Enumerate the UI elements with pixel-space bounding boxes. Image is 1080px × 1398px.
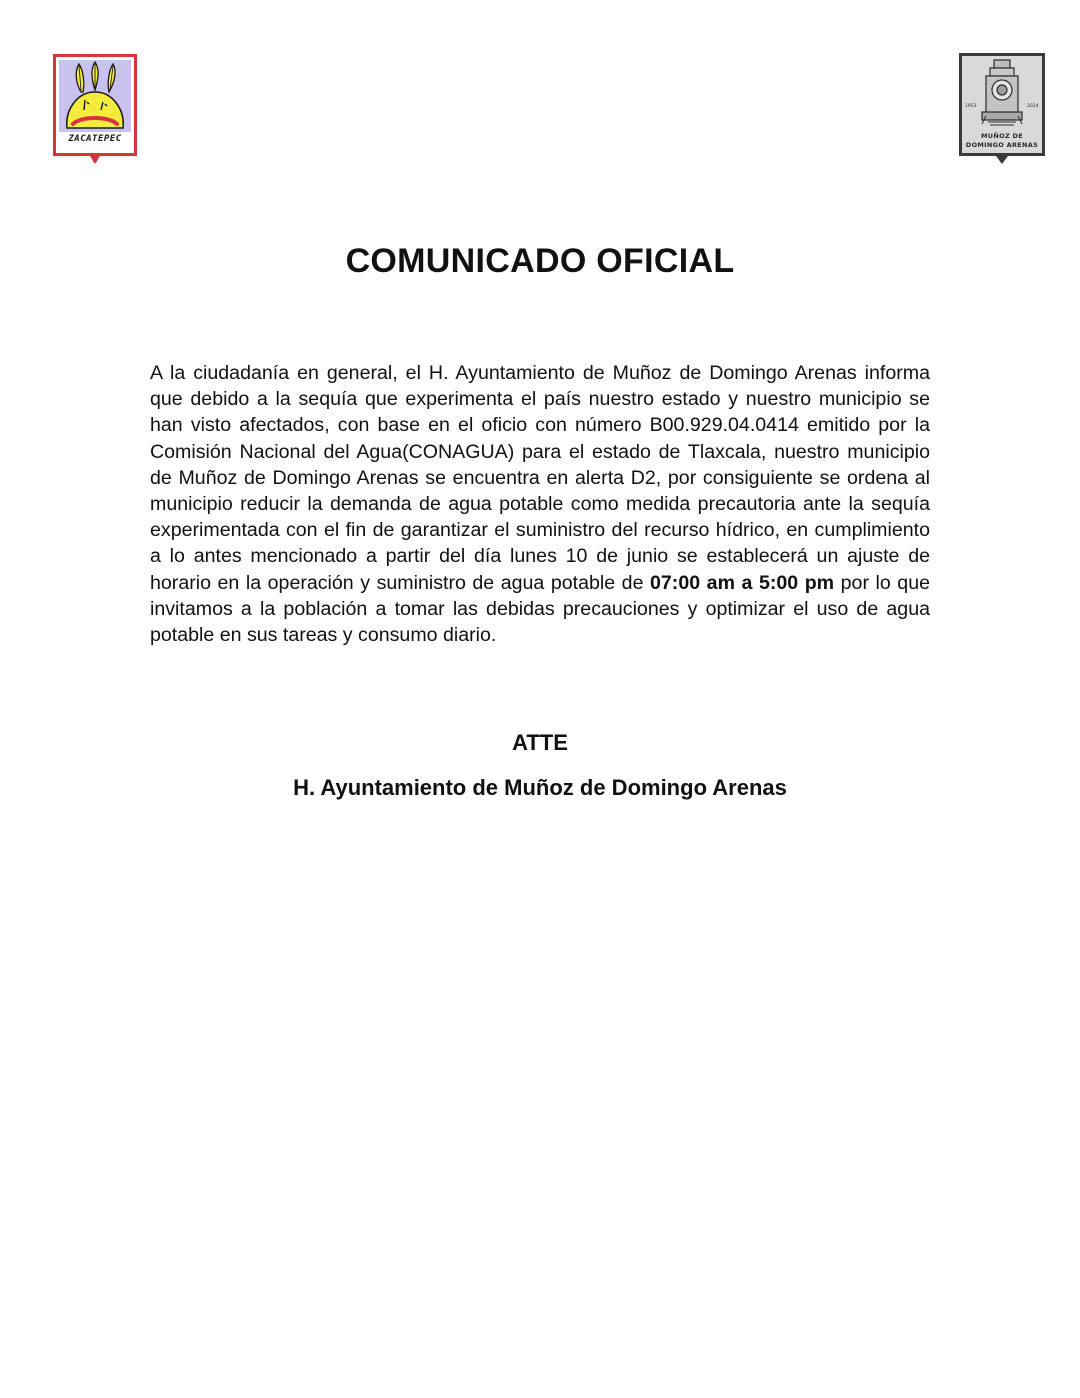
document-body [150,360,930,648]
document-title: COMUNICADO OFICIAL [345,242,735,280]
body-text-part-1: A la ciudadanía en general, el H. Ayuntamiento de Muñoz de Domingo Arenas informa que debido a la sequía que experimenta el país nuestro estado y nuestro municipio se han visto afectados, con base en el oficio con número B00.929.04.0414 emitido por la Comisión Nacional del Agua(CONAGUA) para el estado de Tlaxcala, nuestro municipio de Muñoz de Domingo Arenas se encuentra en alerta D2, por consiguiente se ordena al municipio reducir la demanda de agua potable como medida precautoria ante la sequía experimentada con el fin de garantizar el suministro del recurso hídrico, en cumplimiento a lo antes mencionado a partir del día lunes 10 de junio se establecerá un ajuste de horario en la operación y suministro de agua potable de [150,362,930,594]
zacatepec-logo-text: ZACATEPEC [68,134,122,144]
closing-atte: ATTE [512,730,568,755]
zacatepec-emblem-icon [51,52,139,164]
body-text-part-2: por lo que invitamos a la población a tomar las debidas precauciones y optimizar el uso de agua potable en sus tareas y consumo diario. [150,571,930,647]
zacatepec-logo [51,52,139,164]
logo-year-right: 2024 [1027,104,1039,109]
schedule-highlight: 07:00 am a 5:00 pm [650,571,835,594]
munoz-de-domingo-arenas-logo [958,52,1046,164]
logo-text-line2: DOMINGO ARENAS [965,141,1039,149]
signature: H. Ayuntamiento de Muñoz de Domingo Arenas [293,775,787,800]
logo-text-line1: MUÑOZ DE [981,132,1023,140]
logo-year-left: 1953 [965,104,977,109]
